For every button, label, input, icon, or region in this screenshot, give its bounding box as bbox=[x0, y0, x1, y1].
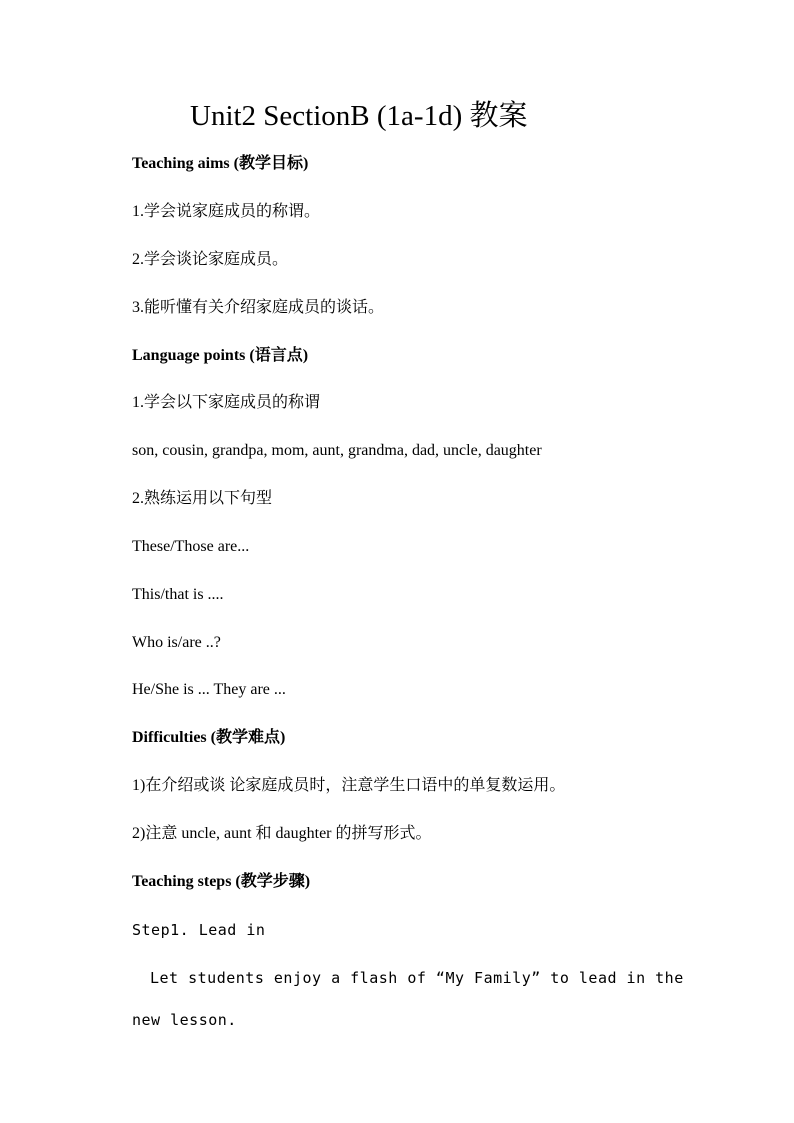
vocabulary-list: son, cousin, grandpa, mom, aunt, grandma, dad, uncle, daughter bbox=[132, 442, 542, 459]
step-1-title: Step1. Lead in bbox=[132, 921, 266, 939]
difficulty-item-2: 2)注意 uncle, aunt 和 daughter 的拼写形式。 bbox=[132, 825, 432, 842]
language-point-2: 2.熟练运用以下句型 bbox=[132, 490, 273, 507]
step-1-text-line-1: Let students enjoy a flash of “My Family” to lead in the bbox=[150, 969, 684, 987]
language-point-1: 1.学会以下家庭成员的称谓 bbox=[132, 394, 321, 411]
section-heading-teaching-aims: Teaching aims (教学目标) bbox=[132, 155, 309, 172]
section-heading-difficulties: Difficulties (教学难点) bbox=[132, 729, 286, 746]
step-1-text-line-2: new lesson. bbox=[132, 1011, 237, 1029]
aim-item-2: 2.学会谈论家庭成员。 bbox=[132, 251, 289, 268]
document-title: Unit2 SectionB (1a-1d) 教案 bbox=[190, 100, 528, 132]
section-heading-teaching-steps: Teaching steps (教学步骤) bbox=[132, 873, 311, 890]
aim-item-1: 1.学会说家庭成员的称谓。 bbox=[132, 203, 321, 220]
aim-item-3: 3.能听懂有关介绍家庭成员的谈话。 bbox=[132, 299, 385, 316]
section-heading-language-points: Language points (语言点) bbox=[132, 347, 309, 364]
sentence-pattern-1: These/Those are... bbox=[132, 538, 250, 555]
sentence-pattern-2: This/that is .... bbox=[132, 586, 224, 603]
sentence-pattern-4: He/She is ... They are ... bbox=[132, 681, 286, 698]
difficulty-item-1: 1)在介绍或谈 论家庭成员时，注意学生口语中的单复数运用。 bbox=[132, 777, 566, 794]
sentence-pattern-3: Who is/are ..? bbox=[132, 634, 221, 651]
